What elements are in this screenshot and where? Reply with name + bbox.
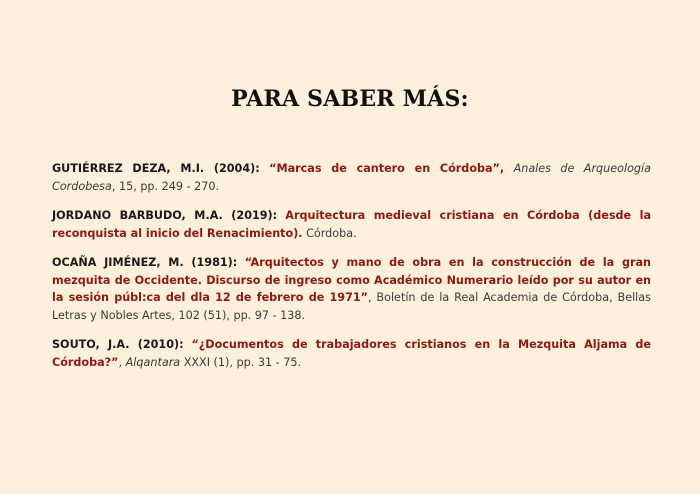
reference-item (52, 160, 651, 195)
reference-title: Arquitectura medieval cristiana en Córdoba (desde la reconquista al inicio del Renacimiento). (52, 209, 651, 240)
reference-details: , Boletín de la Real Academia de Córdoba, Bellas Letras y Nobles Artes, 102 (51), pp. 97 - 138. (52, 291, 651, 322)
reference-separator: , (499, 162, 505, 175)
reference-journal: Alqantara (125, 355, 181, 369)
reference-item (52, 207, 651, 242)
reference-details: Córdoba. (306, 226, 357, 240)
reference-author: OCAÑA JIMÉNEZ, M. (1981): (52, 256, 238, 269)
reference-item (52, 336, 651, 371)
reference-author: SOUTO, J.A. (2010): (52, 338, 184, 351)
reference-title: “Marcas de cantero en Córdoba” (269, 162, 500, 175)
reference-details: XXXI (1), pp. 31 - 75. (180, 355, 302, 369)
reference-title: “Arquitectos y mano de obra en la construcción de la gran mezquita de Occidente. Discurso de ingreso como Académico Numerario leído por su autor en la sesión públ:ca del dla 12 de febrero de 1971” (52, 256, 651, 304)
reference-author: GUTIÉRREZ DEZA, M.I. (2004): (52, 162, 260, 175)
reference-title: “¿Documentos de trabajadores cristianos en la Mezquita Aljama de Córdoba?” (52, 338, 651, 369)
reference-author: JORDANO BARBUDO, M.A. (2019): (52, 209, 278, 222)
reference-journal: Anales de Arqueología Cordobesa (52, 162, 651, 193)
reference-separator: , (118, 355, 123, 369)
reference-item (52, 254, 651, 324)
page-title: PARA SABER MÁS: (231, 86, 469, 112)
reference-details: , 15, pp. 249 - 270. (111, 179, 220, 193)
references-list (52, 160, 651, 383)
